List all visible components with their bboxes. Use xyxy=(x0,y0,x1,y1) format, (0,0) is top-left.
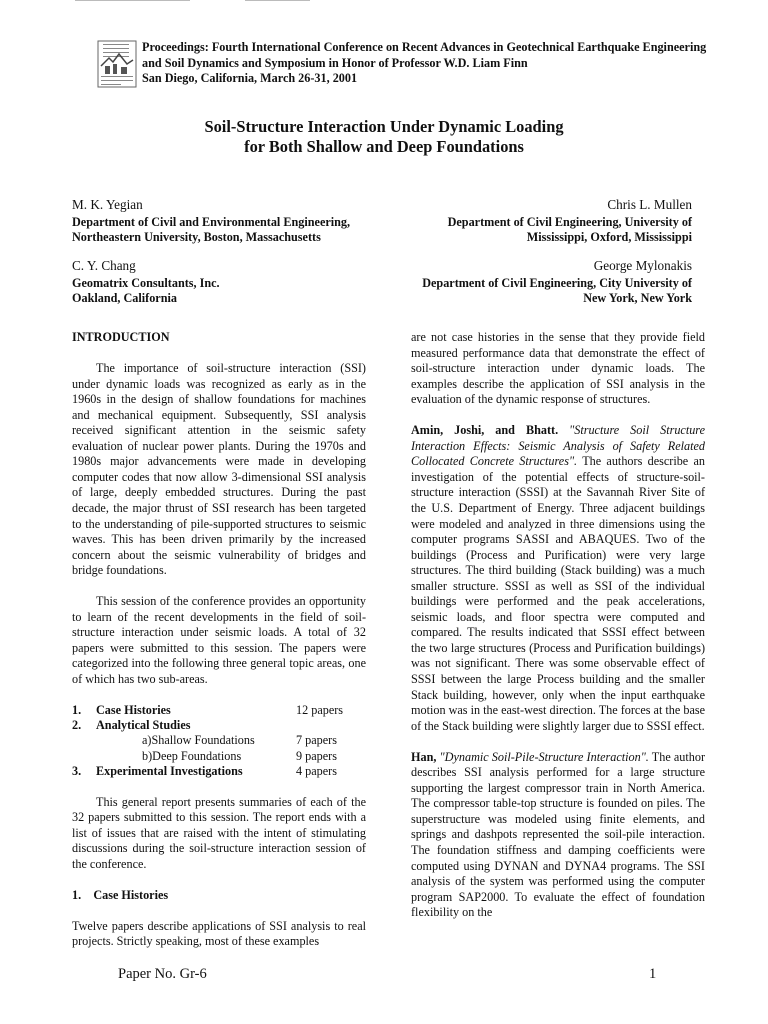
author-affiliation: Department of Civil Engineering, University of xyxy=(447,215,692,229)
author-affiliation: Mississippi, Oxford, Mississippi xyxy=(526,230,692,244)
topic-label: Analytical Studies xyxy=(96,718,191,733)
author-name: M. K. Yegian xyxy=(72,197,143,212)
conference-logo-icon xyxy=(97,40,137,88)
title-line-2: for Both Shallow and Deep Foundations xyxy=(244,137,524,156)
author-affiliation: Department of Civil Engineering, City University of xyxy=(422,276,692,290)
paragraph: Twelve papers describe applications of SSI analysis to real projects. Strictly speaking, most of these examples xyxy=(72,918,366,949)
proceedings-line-3: San Diego, California, March 26-31, 2001 xyxy=(142,71,358,85)
subtopic-label: Deep Foundations xyxy=(152,748,242,763)
paper-title xyxy=(0,117,768,157)
topic-paper-count xyxy=(296,718,366,733)
topic-paper-count: 4 papers xyxy=(296,763,337,778)
summary-authors: Amin, Joshi, and Bhatt. xyxy=(411,423,559,438)
subtopic xyxy=(96,733,296,748)
title-line-1: Soil-Structure Interaction Under Dynamic Loading xyxy=(204,117,564,136)
page-number: 1 xyxy=(649,966,657,982)
proceedings-header xyxy=(142,40,742,87)
paragraph: The importance of soil-structure interaction (SSI) under dynamic loads was recognized as early as in the 1960s in the design of shallow foundations for machines and mechanical equipment. Subsequently, SSI analysis received significant attention in the seismic safety evaluation of nuclear power plants. During the 1970s and 1980s major advancements were made in developing computer codes that now allow 3-dimensional SSI analysis of large, deeply embedded structures. During the past decade, the major thrust of SSI research has been targeted to the understanding of pile-supported structures to seismic waves. This has been driven primarily by the increased concern about the seismic vulnerability of bridges and bridge foundations. xyxy=(72,361,366,578)
summary-body: The author describes SSI analysis performed for a large structure supporting the largest compressor train in North America. The compressor table-top structure is founded on piles. The superstructure was modeled using finite elements, and springs and dashpots represented the soil-pile interaction. The foundation stiffness and damping coefficients were computed using DYNAN and DYNA4 programs. The SSI analysis of the system was performed using the computer program SAP2000. To evaluate the effect of foundation flexibility on the xyxy=(411,749,705,920)
author-name: Chris L. Mullen xyxy=(607,197,692,212)
subtopic-letter: a) xyxy=(142,733,152,748)
topic-paper-count: 7 papers xyxy=(296,733,337,748)
author-mullen xyxy=(448,197,692,245)
paper-summary-han xyxy=(411,750,705,921)
scan-artifact-line xyxy=(245,0,310,1)
section-number: 1. xyxy=(72,887,82,902)
topic-paper-count: 12 papers xyxy=(296,702,344,717)
paragraph: This session of the conference provides an opportunity to learn of the recent developments in the field of soil-structure interaction under seismic loads. A total of 32 papers were submitted to this session. The papers were categorized into the following three general topic areas, one of which has two sub-areas. xyxy=(72,594,366,686)
topic-row xyxy=(72,749,366,764)
topic-number: 1. xyxy=(72,702,82,717)
scan-artifact-line xyxy=(75,0,190,1)
author-yegian xyxy=(72,197,350,245)
topic-list xyxy=(72,703,366,779)
section-heading-introduction: INTRODUCTION xyxy=(72,330,170,344)
summary-paper-title: "Dynamic Soil-Pile-Structure Interaction". xyxy=(439,749,649,764)
summary-authors: Han, xyxy=(411,749,437,764)
proceedings-line-1: Proceedings: Fourth International Conference on Recent Advances in Geotechnical Earthquake Engineering xyxy=(142,40,707,54)
left-column xyxy=(72,330,366,965)
section-heading-case-histories xyxy=(72,888,366,904)
section-title: Case Histories xyxy=(93,887,169,902)
author-affiliation: Department of Civil and Environmental Engineering, xyxy=(72,215,351,229)
subtopic-label: Shallow Foundations xyxy=(151,733,255,748)
author-affiliation: Geomatrix Consultants, Inc. xyxy=(72,276,220,290)
topic-row xyxy=(72,703,366,718)
right-column xyxy=(411,330,705,936)
paragraph: This general report presents summaries of each of the 32 papers submitted to this session. The report ends with a list of issues that are raised with the intent of stimulating discussions during the soil-structure interaction session of the conference. xyxy=(72,794,366,871)
paper-summary-amin xyxy=(411,423,705,734)
author-name: George Mylonakis xyxy=(593,258,692,273)
author-affiliation: Oakland, California xyxy=(72,291,177,305)
topic-row xyxy=(72,733,366,748)
topic-label: Experimental Investigations xyxy=(96,763,243,778)
author-affiliation: Northeastern University, Boston, Massachusetts xyxy=(72,230,321,244)
paper-number: Paper No. Gr-6 xyxy=(118,966,207,982)
author-name: C. Y. Chang xyxy=(72,258,136,273)
topic-row xyxy=(72,718,366,733)
topic-number: 3. xyxy=(72,763,82,778)
proceedings-line-2: and Soil Dynamics and Symposium in Honor of Professor W.D. Liam Finn xyxy=(142,55,528,70)
subtopic-letter: b) xyxy=(142,748,153,763)
summary-paper-title: "Structure Soil Structure Interaction Effects: Seismic Analysis of Safety Related Collocated Concrete Structures". xyxy=(411,423,706,469)
subtopic xyxy=(96,749,296,764)
author-chang xyxy=(72,258,220,306)
topic-label: Case Histories xyxy=(96,702,171,717)
author-mylonakis xyxy=(422,258,692,306)
author-affiliation: New York, New York xyxy=(583,291,692,305)
summary-body: The authors describe an investigation of the potential effects of structure-soil-structure interaction (SSSI) at the Savannah River Site of the U.S. Department of Energy. Three adjacent buildings were modeled and analyzed in three dimensions using the computer programs SASSI and ABAQUES. Two of the buildings (Process and Purification) were very large structures. The third building (Stack building) was a much smaller structure. SSSI as well as SSI of the individual buildings were performed and the peak accelerations, seismic loads, and floor spectra were computed and compared. The results indicated that SSSI effect between the two large structures (Process and Purification buildings) was not significant. There was some observable effect of SSSI between the large Process building and the smaller Stack building, however, only when the input earthquake motion was in the east-west direction. The forces at the base of the Stack building were slightly larger due to SSSI effect. xyxy=(411,454,706,733)
topic-number: 2. xyxy=(72,718,82,733)
topic-row xyxy=(72,764,366,779)
topic-paper-count: 9 papers xyxy=(296,748,337,763)
paragraph: are not case histories in the sense that they provide field measured performance data that demonstrate the effect of soil-structure interaction under dynamic loads. The examples describe the application of SSI analysis in the evaluation of the dynamic response of structures. xyxy=(411,330,705,407)
